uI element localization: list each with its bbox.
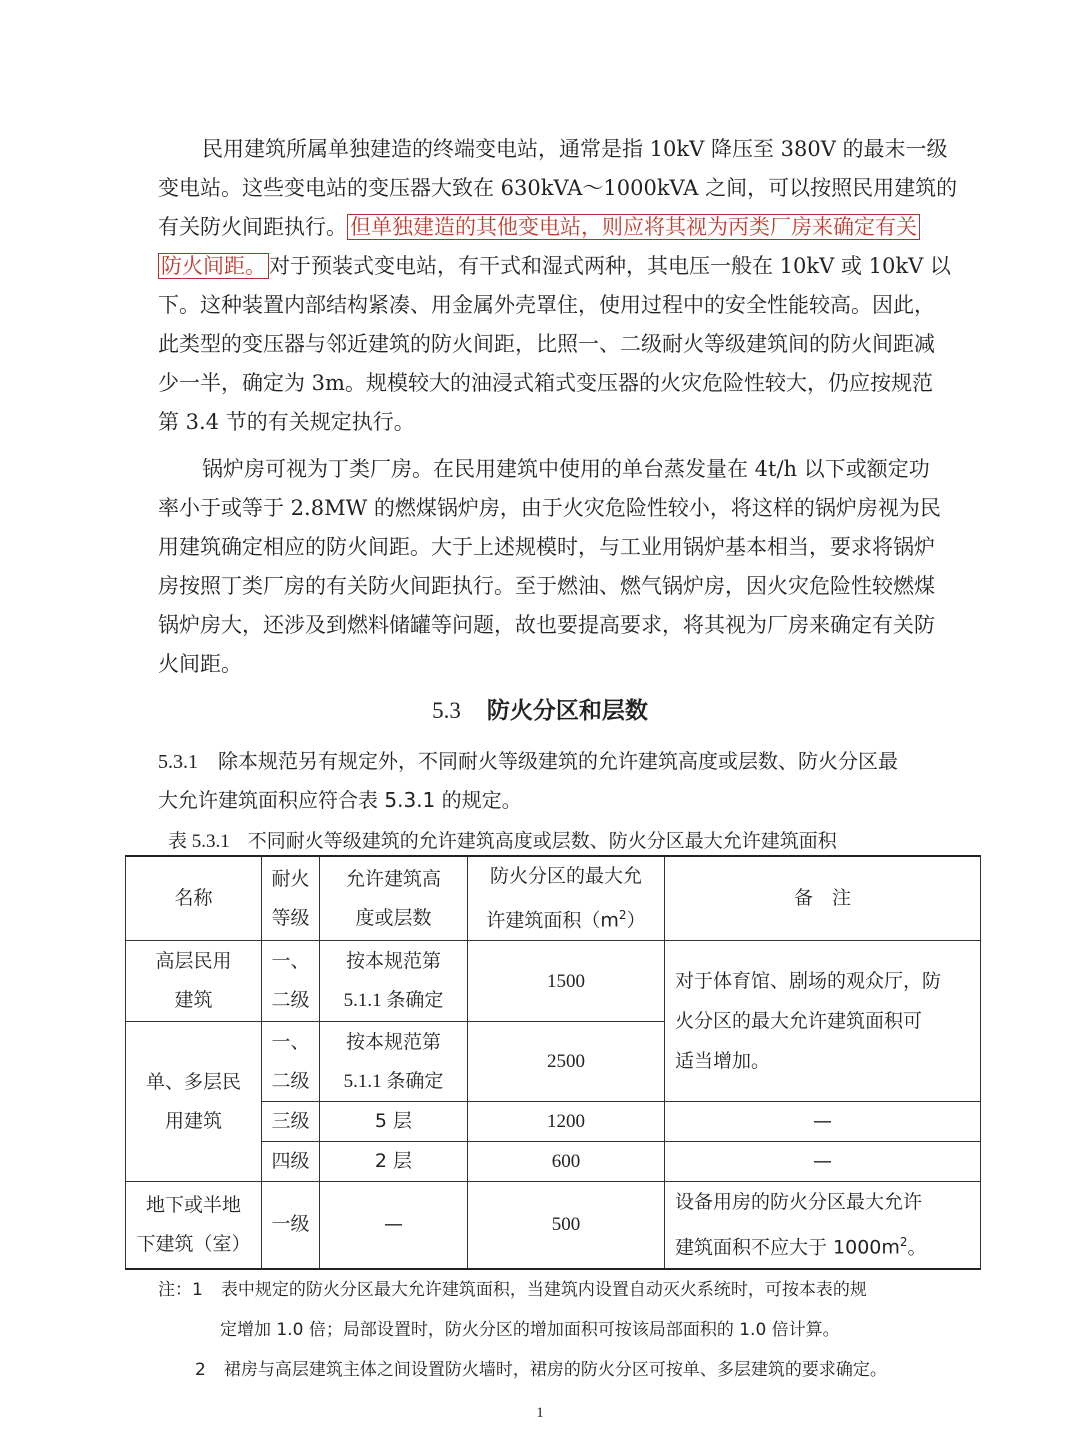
header-max-area: 防火分区的最大允 许建筑面积$(m^2)$: [468, 856, 665, 941]
text-span: 有关防火间距执行。: [158, 215, 347, 239]
text-span: 对于预装式变电站，有干式和湿式两种，其电压一般在 10kV 或 10kV 以: [269, 254, 951, 278]
cell-remark: 设备用房的防火分区最大允许 建筑面积不应大于 $1000m^2$。: [665, 1182, 981, 1269]
cell-remark: —: [665, 1142, 981, 1182]
cell-area: 2500: [468, 1022, 665, 1102]
header-allowed-height: 允许建筑高 度或层数: [320, 856, 468, 941]
cell-height: 2 层: [320, 1142, 468, 1182]
cell-grade: 四级: [262, 1142, 320, 1182]
section-heading: [0, 692, 1080, 725]
cell-grade: 一级: [262, 1182, 320, 1269]
highlighted-text: 防火间距。: [158, 253, 269, 279]
cell-grade: 三级: [262, 1102, 320, 1142]
text-line: 率小于或等于 2.8MW 的燃煤锅炉房，由于火灾危险性较小，将这样的锅炉房视为民: [158, 496, 941, 520]
note-line: [158, 1350, 958, 1390]
cell-name: 单、多层民 用建筑: [126, 1022, 262, 1182]
text-line: 用建筑确定相应的防火间距。大于上述规模时，与工业用锅炉基本相当，要求将锅炉: [158, 535, 935, 559]
cell-name: 高层民用 建筑: [126, 941, 262, 1022]
section-title: 防火分区和层数: [486, 698, 648, 724]
cell-height: —: [320, 1182, 468, 1269]
cell-area: 500: [468, 1182, 665, 1269]
text-line: [158, 247, 951, 286]
text-line: [158, 742, 958, 781]
table-notes: [158, 1270, 958, 1390]
text-line: 火间距。: [158, 652, 242, 676]
text-line: 大允许建筑面积应符合表 5.3.1 的规定。: [158, 788, 522, 812]
table-row: [126, 1182, 981, 1269]
table-caption: [168, 826, 837, 853]
text-line: 锅炉房可视为丁类厂房。在民用建筑中使用的单台蒸发量在 4t/h 以下或额定功: [202, 457, 930, 481]
cell-name: 地下或半地 下建筑（室）: [126, 1182, 262, 1269]
highlighted-text: 但单独建造的其他变电站，则应将其视为丙类厂房来确定有关: [347, 214, 920, 240]
text-line: 民用建筑所属单独建造的终端变电站，通常是指 10kV 降压至 380V 的最末一级: [202, 137, 948, 161]
text-line: 房按照丁类厂房的有关防火间距执行。至于燃油、燃气锅炉房，因火灾危险性较燃煤: [158, 574, 935, 598]
cell-height: 5 层: [320, 1102, 468, 1142]
cell-grade: 一、 二级: [262, 941, 320, 1022]
note-label: 注：1: [158, 1280, 203, 1300]
table-row: [126, 941, 981, 1022]
cell-height: 按本规范第 5.1.1 条确定: [320, 1022, 468, 1102]
note-text: 裙房与高层建筑主体之间设置防火墙时，裙房的防火分区可按单、多层建筑的要求确定。: [223, 1360, 887, 1380]
paragraph-boiler-room: [158, 450, 948, 684]
header-name: 名称: [126, 856, 262, 941]
text-span: 除本规范另有规定外，不同耐火等级建筑的允许建筑高度或层数、防火分区最: [218, 749, 898, 773]
section-number: 5.3: [432, 698, 461, 723]
cell-height: 按本规范第 5.1.1 条确定: [320, 941, 468, 1022]
table-header-row: [126, 856, 981, 941]
text-line: 锅炉房大，还涉及到燃料储罐等问题，故也要提高要求，将其视为厂房来确定有关防: [158, 613, 935, 637]
note-label: 2: [195, 1360, 206, 1380]
table-title: 不同耐火等级建筑的允许建筑高度或层数、防火分区最大允许建筑面积: [247, 830, 837, 852]
text-line: [158, 208, 948, 247]
text-line: 第 3.4 节的有关规定执行。: [158, 410, 415, 434]
header-remark: 备 注: [665, 856, 981, 941]
header-fire-grade: 耐火 等级: [262, 856, 320, 941]
text-line: 变电站。这些变电站的变压器大致在 630kVA～1000kVA 之间，可以按照民用建筑的: [158, 176, 958, 200]
text-line: 下。这种装置内部结构紧凑、用金属外壳罩住，使用过程中的安全性能较高。因此，: [158, 293, 935, 317]
cell-remark: 对于体育馆、剧场的观众厅，防 火分区的最大允许建筑面积可 适当增加。: [665, 941, 981, 1102]
clause-5-3-1: [158, 742, 958, 819]
page-number: 1: [536, 1405, 544, 1421]
table-number: 表 5.3.1: [168, 831, 230, 852]
text-line: 此类型的变压器与邻近建筑的防火间距，比照一、二级耐火等级建筑间的防火间距减: [158, 332, 935, 356]
note-line: [158, 1270, 958, 1310]
text-line: 少一半，确定为 3m。规模较大的油浸式箱式变压器的火灾危险性较大，仍应按规范: [158, 371, 933, 395]
cell-grade: 一、 二级: [262, 1022, 320, 1102]
paragraph-substation: [158, 130, 958, 442]
clause-number: 5.3.1: [158, 751, 198, 773]
cell-area: 1500: [468, 941, 665, 1022]
note-line: 定增加 1.0 倍；局部设置时，防火分区的增加面积可按该局部面积的 1.0 倍计算。: [220, 1320, 840, 1340]
fire-compartment-table: [125, 855, 981, 1270]
cell-remark: —: [665, 1102, 981, 1142]
note-text: 表中规定的防火分区最大允许建筑面积，当建筑内设置自动灭火系统时，可按本表的规: [220, 1280, 867, 1300]
cell-area: 1200: [468, 1102, 665, 1142]
cell-area: 600: [468, 1142, 665, 1182]
